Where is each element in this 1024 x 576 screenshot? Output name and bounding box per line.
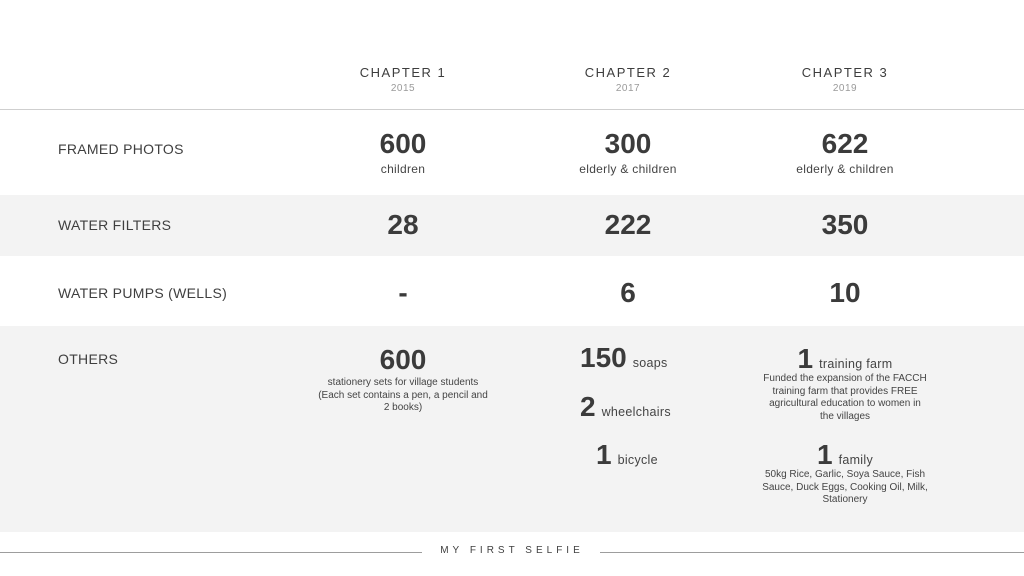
water-filters-chapter-1-value: 28 [387,209,419,240]
chapter-2-year: 2017 [615,83,641,94]
footer-brand: MY FIRST SELFIE [440,545,584,556]
family-heading [817,439,873,471]
family-unit: family [838,453,874,467]
others-chapter-1-desc-1: stationery sets for village students [327,377,479,388]
training-farm-desc-3: agricultural education to women in [769,398,921,409]
row-label-water-pumps: WATER PUMPS (WELLS) [58,285,228,301]
framed-photos-chapter-3 [745,129,945,176]
training-farm-desc-2: training farm that provides FREE [772,385,918,397]
training-farm-count: 1 [797,343,814,374]
header-divider [0,109,1024,110]
family-desc-2: Sauce, Duck Eggs, Cooking Oil, Milk, [762,481,928,493]
others-chapter-2-wheelchairs [580,391,671,423]
others-chapter-1-desc-3: 2 books) [383,402,423,413]
others-chapter-1 [303,345,503,415]
chapter-2-title: CHAPTER 2 [584,65,672,80]
chapter-1-year: 2015 [390,83,416,94]
water-pumps-chapter-2-value: 6 [620,277,636,308]
chapter-3-year: 2019 [832,83,858,94]
soaps-unit: soaps [632,356,668,370]
framed-photos-chapter-1 [303,129,503,176]
row-label-water-filters: WATER FILTERS [58,217,172,233]
framed-photos-chapter-3-note: elderly & children [796,162,894,176]
others-chapter-1-desc-2: (Each set contains a pen, a pencil and [318,389,488,401]
others-chapter-2-bicycle [596,439,658,471]
water-filters-chapter-2-value: 222 [604,209,652,240]
wheelchairs-count: 2 [580,391,596,422]
training-farm-desc-1: Funded the expansion of the FACCH [763,373,927,384]
family-desc-1: 50kg Rice, Garlic, Soya Sauce, Fish [764,469,926,480]
row-label-framed-photos: FRAMED PHOTOS [58,141,184,157]
water-pumps-chapter-1-value: - [398,277,408,308]
footer-rule-right [600,552,1024,553]
others-chapter-1-value: 600 [379,344,427,375]
bicycle-unit: bicycle [617,453,658,467]
framed-photos-chapter-1-note: children [380,162,426,176]
others-chapter-2-soaps [580,342,668,374]
training-farm-heading [798,343,893,375]
framed-photos-chapter-2-value: 300 [604,128,652,159]
others-chapter-3-training-farm [745,343,945,423]
framed-photos-chapter-2-note: elderly & children [579,162,677,176]
wheelchairs-unit: wheelchairs [601,405,671,419]
framed-photos-chapter-2 [528,129,728,176]
training-farm-desc-4: the villages [819,410,871,422]
training-farm-unit: training farm [819,357,893,371]
water-filters-chapter-3-value: 350 [821,209,869,240]
chapter-3-title: CHAPTER 3 [801,65,889,80]
framed-photos-chapter-3-value: 622 [821,128,869,159]
soaps-count: 150 [580,342,627,373]
footer-rule-left [0,552,422,553]
family-count: 1 [816,439,833,470]
framed-photos-chapter-1-value: 600 [379,128,427,159]
water-pumps-chapter-3-value: 10 [829,277,861,308]
row-label-others: OTHERS [58,351,119,367]
others-chapter-3-family [745,439,945,507]
bicycle-count: 1 [596,439,612,470]
chapter-1-title: CHAPTER 1 [359,65,447,80]
family-desc-3: Stationery [822,494,868,505]
